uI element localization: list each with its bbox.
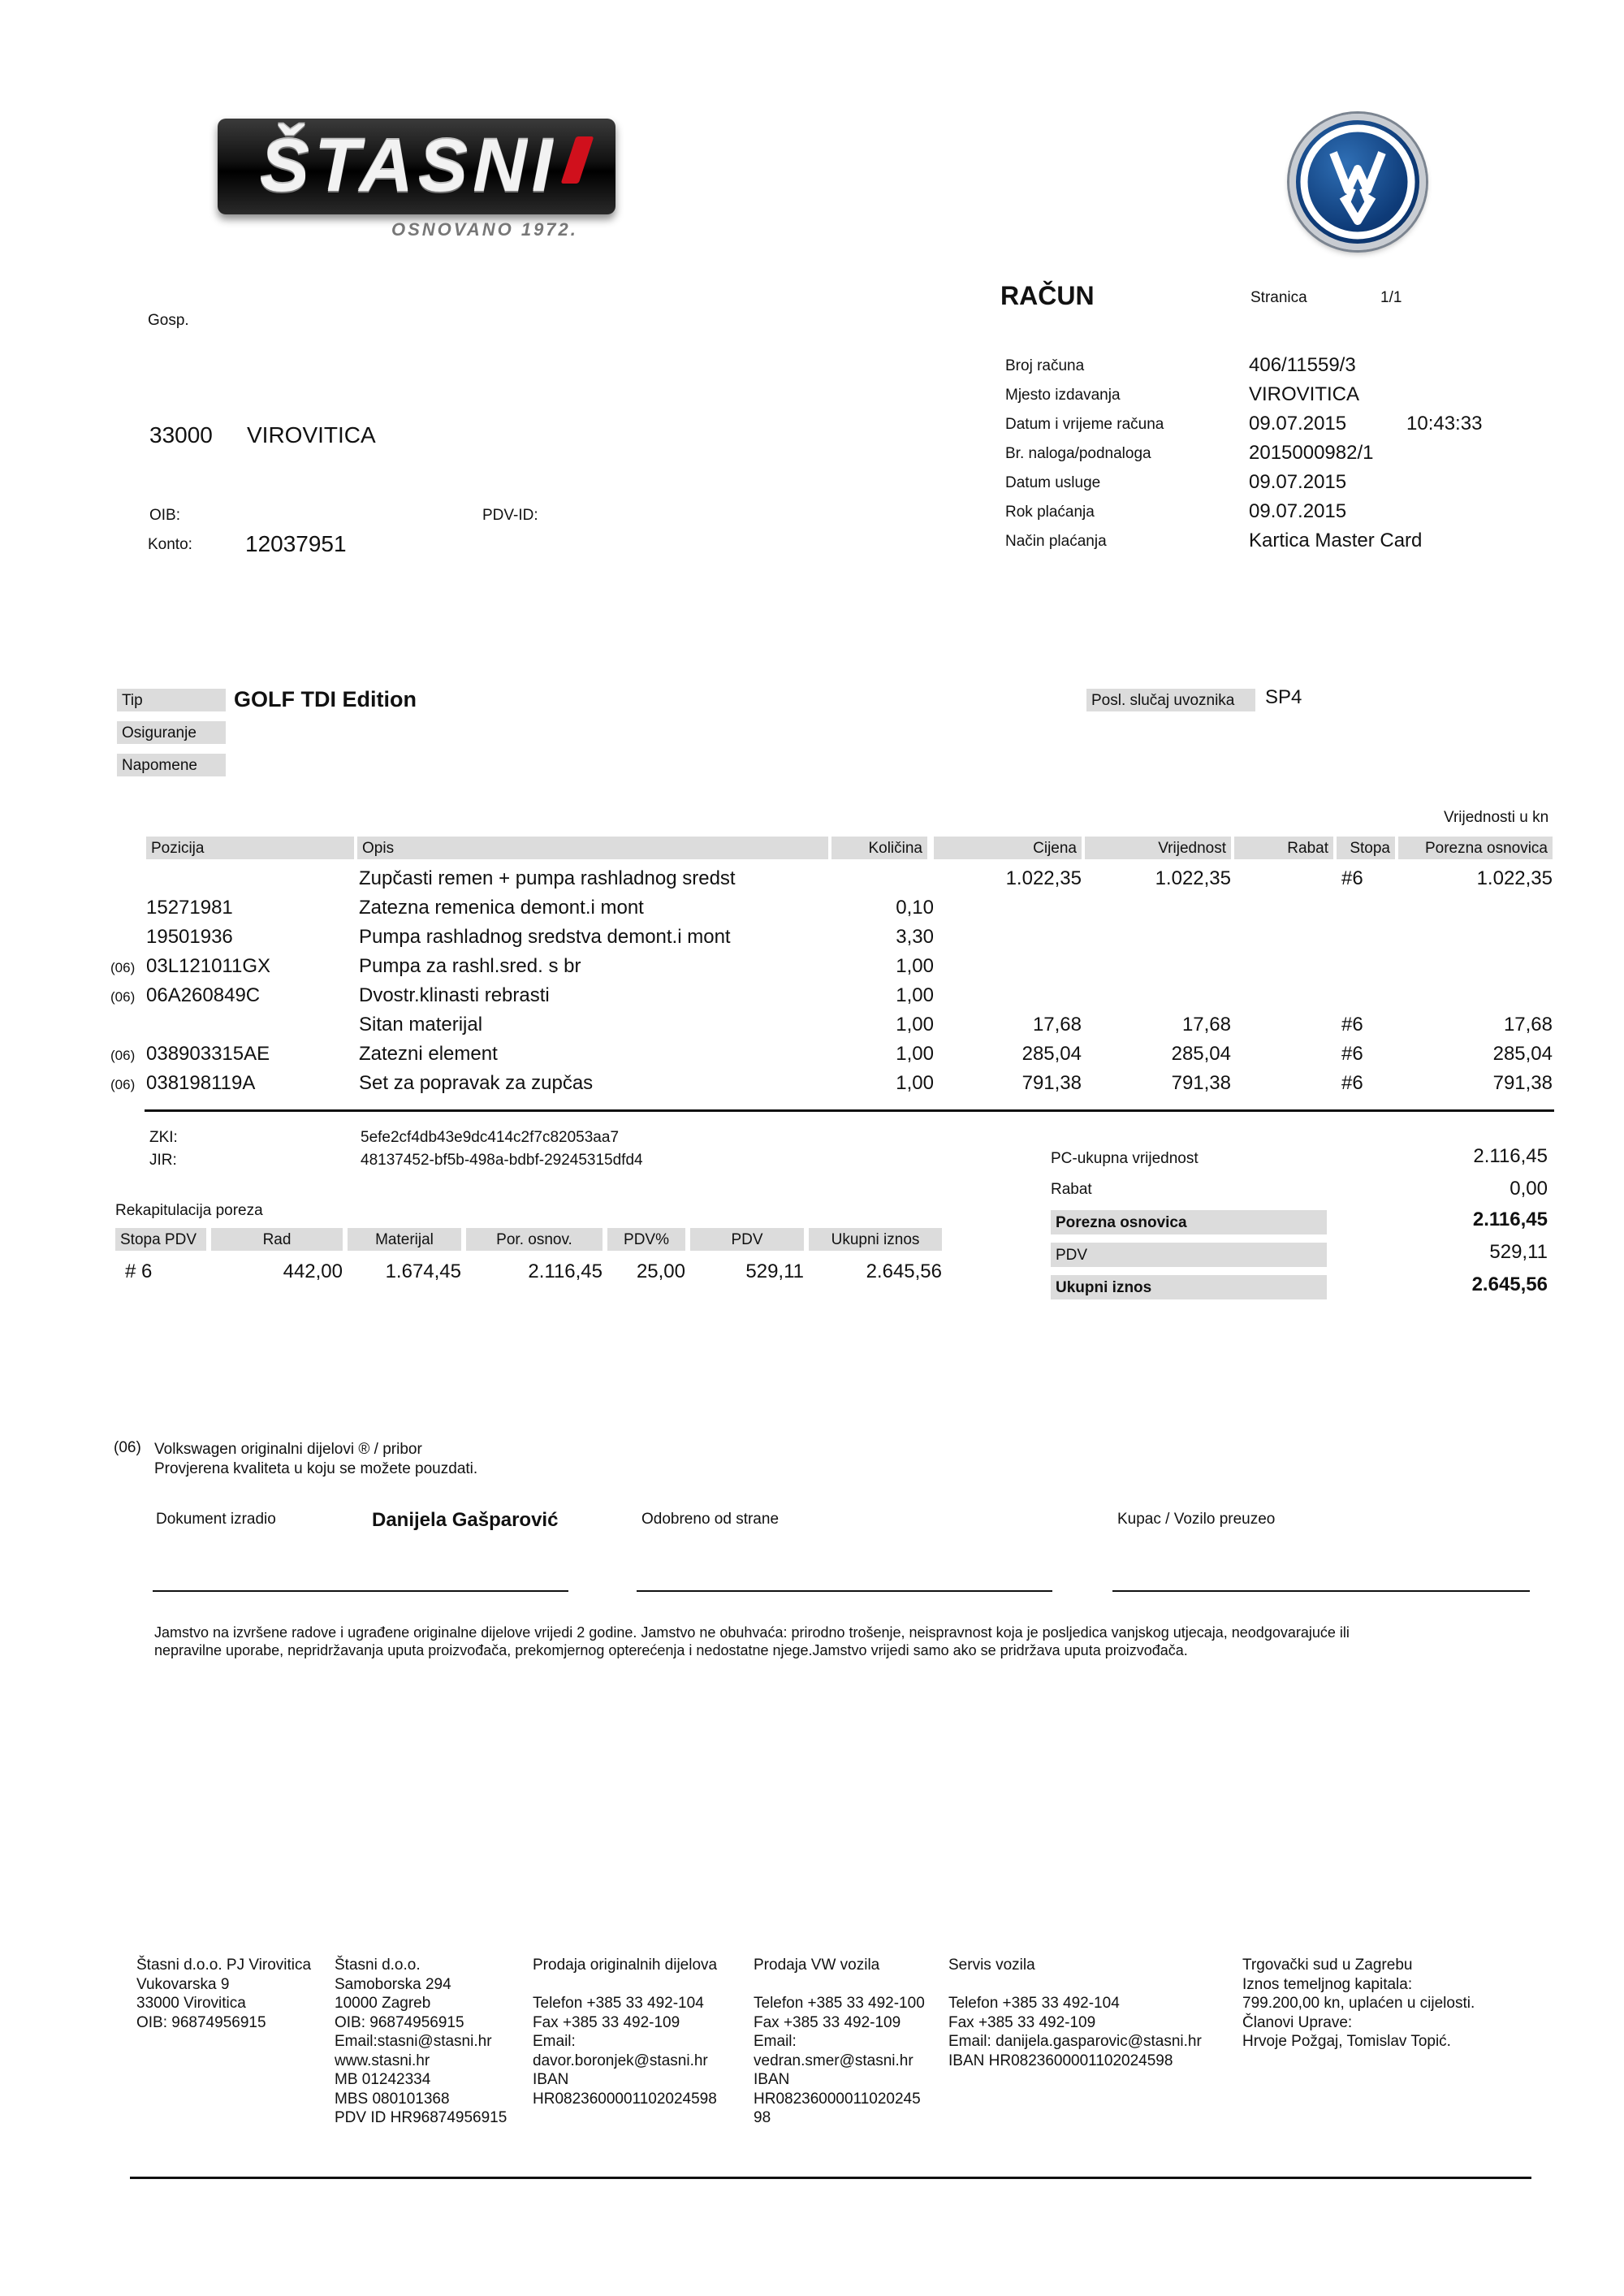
footer-line: HR0823600001102024598 [533, 2090, 717, 2108]
footer-line: Email: danijela.gasparovic@stasni.hr [948, 2033, 1202, 2050]
recap-col-ukupno: Ukupni iznos [809, 1228, 942, 1251]
footer-line: Prodaja originalnih dijelova [533, 1957, 718, 1974]
col-porezna: Porezna osnovica [1398, 837, 1553, 859]
field-value-rok: 09.07.2015 [1249, 500, 1347, 522]
footer-col-company [335, 1956, 507, 2128]
page-value: 1/1 [1380, 289, 1402, 306]
row-pozicija: 038903315AE [146, 1043, 270, 1065]
col-rabat: Rabat [1234, 837, 1333, 859]
notes-mark: (06) [114, 1439, 141, 1456]
footer-line: Servis vozila [948, 1957, 1035, 1974]
footer-line: Članovi Uprave: [1242, 2013, 1353, 2031]
row-pozicija: 15271981 [146, 897, 233, 919]
footer-line: Fax +385 33 492-109 [533, 2013, 680, 2031]
total-value-pdv: 529,11 [1489, 1241, 1548, 1263]
footer-line: Trgovački sud u Zagrebu [1242, 1957, 1413, 1974]
row-kolicina: 1,00 [896, 1043, 934, 1065]
row-porezna: 791,38 [1492, 1072, 1553, 1094]
posl-slucaj-value: SP4 [1265, 686, 1302, 708]
col-kolicina: Količina [831, 837, 927, 859]
field-value-nalog: 2015000982/1 [1249, 442, 1374, 464]
field-label-broj: Broj računa [1005, 357, 1085, 374]
napomene-label: Napomene [117, 754, 226, 776]
customer-salutation: Gosp. [148, 312, 189, 329]
customer-city: VIROVITICA [247, 422, 376, 448]
footer-line: 799.200,00 kn, uplaćen u cijelosti. [1242, 1995, 1475, 2012]
tip-value: GOLF TDI Edition [234, 687, 417, 711]
logo-tagline: OSNOVANO 1972. [391, 219, 578, 240]
footer-line: Fax +385 33 492-109 [948, 2013, 1096, 2031]
field-value-mjesto: VIROVITICA [1249, 383, 1360, 405]
recap-ukupno: 2.645,56 [866, 1260, 942, 1282]
recap-materijal: 1.674,45 [385, 1260, 461, 1282]
signature-line-approved [637, 1590, 1052, 1592]
footer-line: Iznos temeljnog kapitala: [1242, 1975, 1413, 1993]
row-pozicija: 06A260849C [146, 984, 261, 1006]
footer-line: Štasni d.o.o. [335, 1957, 421, 1974]
total-label-pc: PC-ukupna vrijednost [1051, 1150, 1199, 1167]
row-stopa: #6 [1341, 1014, 1363, 1036]
tip-label: Tip [117, 689, 226, 711]
footer-line: IBAN [533, 2071, 569, 2088]
footer-col-branch [136, 1956, 311, 2032]
row-mark: (06) [110, 989, 136, 1005]
field-label-datum: Datum i vrijeme računa [1005, 416, 1164, 433]
footer-line: davor.boronjek@stasni.hr [533, 2052, 708, 2069]
row-pozicija: 038198119A [146, 1072, 256, 1094]
footer-line: Telefon +385 33 492-104 [533, 1995, 704, 2012]
row-kolicina: 3,30 [896, 926, 934, 948]
field-label-nalog: Br. naloga/podnaloga [1005, 445, 1151, 462]
row-kolicina: 1,00 [896, 955, 934, 977]
footer-line [533, 1975, 717, 1995]
notes-line2: Provjerena kvaliteta u koju se možete pouzdati. [154, 1460, 478, 1477]
footer-line: 10000 Zagreb [335, 1995, 431, 2012]
row-kolicina: 1,00 [896, 1072, 934, 1094]
footer-line: Štasni d.o.o. PJ Virovitica [136, 1957, 312, 1974]
row-cijena: 285,04 [1021, 1043, 1082, 1065]
row-opis: Pumpa rashladnog sredstva demont.i mont [359, 926, 731, 948]
row-kolicina: 0,10 [896, 897, 934, 919]
footer-line: Fax +385 33 492-109 [754, 2013, 901, 2031]
field-value-vrijeme: 10:43:33 [1406, 413, 1483, 435]
col-stopa: Stopa [1337, 837, 1395, 859]
recap-title: Rekapitulacija poreza [115, 1202, 263, 1219]
footer-line: Hrvoje Požgaj, Tomislav Topić. [1242, 2033, 1451, 2050]
recap-stopa: # 6 [125, 1260, 153, 1282]
signature-line-buyer [1112, 1590, 1530, 1592]
zki-label: ZKI: [149, 1129, 178, 1146]
footer-line [948, 1975, 1202, 1995]
signature-approved-label: Odobreno od strane [641, 1511, 780, 1528]
jir-label: JIR: [149, 1152, 177, 1169]
row-mark: (06) [110, 1048, 136, 1063]
recap-col-stopa: Stopa PDV [115, 1228, 206, 1251]
row-opis: Dvostr.klinasti rebrasti [359, 984, 550, 1006]
row-porezna: 285,04 [1492, 1043, 1553, 1065]
row-porezna: 17,68 [1503, 1014, 1553, 1036]
col-pozicija: Pozicija [146, 837, 354, 859]
recap-poros: 2.116,45 [528, 1260, 603, 1282]
field-label-rok: Rok plaćanja [1005, 504, 1095, 521]
posl-slucaj-label: Posl. slučaj uvoznika [1086, 689, 1255, 711]
recap-pdv: 529,11 [745, 1260, 804, 1282]
customer-postal-code: 33000 [149, 422, 213, 448]
footer-line: MB 01242334 [335, 2071, 431, 2088]
footer-line: OIB: 96874956915 [335, 2013, 464, 2031]
footer-line: OIB: 96874956915 [136, 2013, 266, 2031]
jir-value: 48137452-bf5b-498a-bdbf-29245315dfd4 [361, 1152, 643, 1169]
row-mark: (06) [110, 960, 136, 975]
signature-line-made-by [153, 1590, 568, 1592]
footer-line: PDV ID HR96874956915 [335, 2109, 508, 2126]
total-value-porezna: 2.116,45 [1472, 1209, 1548, 1230]
page-label: Stranica [1250, 289, 1307, 306]
total-value-pc: 2.116,45 [1473, 1145, 1548, 1167]
row-vrijednost: 791,38 [1171, 1072, 1231, 1094]
recap-rad: 442,00 [283, 1260, 343, 1282]
currency-note: Vrijednosti u kn [1444, 809, 1549, 826]
footer-line: Samoborska 294 [335, 1975, 451, 1993]
row-kolicina: 1,00 [896, 984, 934, 1006]
footer-line: 98 [754, 2109, 771, 2126]
col-cijena: Cijena [934, 837, 1082, 859]
row-pozicija: 19501936 [146, 926, 233, 948]
total-value-ukupno: 2.645,56 [1471, 1273, 1548, 1295]
signature-buyer-label: Kupac / Vozilo preuzeo [1117, 1511, 1276, 1528]
footer-line: 33000 Virovitica [136, 1995, 246, 2012]
row-opis: Pumpa za rashl.sred. s br [359, 955, 581, 977]
footer-line: Email: [533, 2033, 576, 2050]
row-opis: Zatezni element [359, 1043, 498, 1065]
konto-value: 12037951 [245, 531, 347, 556]
row-vrijednost: 285,04 [1171, 1043, 1231, 1065]
row-stopa: #6 [1341, 1043, 1363, 1065]
field-label-nacin: Način plaćanja [1005, 533, 1107, 550]
row-stopa: #6 [1341, 1072, 1363, 1094]
invoice-title: RAČUN [1000, 281, 1095, 310]
row-cijena: 17,68 [1032, 1014, 1082, 1036]
row-kolicina: 1,00 [896, 1014, 934, 1036]
footer-line: Prodaja VW vozila [754, 1957, 880, 1974]
konto-label: Konto: [148, 536, 192, 553]
warranty-line1: Jamstvo na izvršene radove i ugrađene originalne dijelove vrijedi 2 godine. Jamstvo ne obuhvaća: prirodno trošenje, neispravnost koja je posljedica vanjskog utjecaja, neodgovarajuće ili [154, 1624, 1350, 1641]
recap-pdvpct: 25,00 [636, 1260, 685, 1282]
field-label-mjesto: Mjesto izdavanja [1005, 387, 1121, 404]
row-porezna: 1.022,35 [1476, 867, 1553, 889]
total-label-rabat: Rabat [1051, 1181, 1092, 1198]
footer-col-service [948, 1956, 1202, 2070]
row-opis: Sitan materijal [359, 1014, 483, 1036]
col-opis: Opis [357, 837, 828, 859]
notes-line1: Volkswagen originalni dijelovi ® / pribor [154, 1441, 422, 1458]
items-table-bottom-rule [145, 1109, 1554, 1112]
field-value-nacin: Kartica Master Card [1249, 530, 1423, 551]
recap-col-poros: Por. osnov. [466, 1228, 603, 1251]
warranty-line2: nepravilne uporabe, nepridržavanja uputa proizvođača, prekomjernog opterećenja i nedostatne njege.Jamstvo vrijedi samo ako se pridržava uputa proizvođača. [154, 1642, 1188, 1658]
footer-line: IBAN [754, 2071, 790, 2088]
recap-col-pdvpct: PDV% [607, 1228, 685, 1251]
row-vrijednost: 1.022,35 [1155, 867, 1231, 889]
total-label-porezna: Porezna osnovica [1051, 1210, 1327, 1234]
recap-col-materijal: Materijal [348, 1228, 461, 1251]
field-value-usluga: 09.07.2015 [1249, 471, 1347, 493]
footer-line [754, 1975, 925, 1995]
volkswagen-logo-icon [1289, 114, 1426, 250]
field-label-usluga: Datum usluge [1005, 474, 1101, 491]
row-cijena: 791,38 [1021, 1072, 1082, 1094]
footer-line: Telefon +385 33 492-104 [948, 1995, 1120, 2012]
total-label-ukupno: Ukupni iznos [1051, 1275, 1327, 1299]
footer-line: Vukovarska 9 [136, 1975, 230, 1993]
field-value-datum: 09.07.2015 [1249, 413, 1347, 435]
pdvid-label: PDV-ID: [482, 507, 538, 524]
footer-line: Email:stasni@stasni.hr [335, 2033, 492, 2050]
signature-made-by-label: Dokument izradio [156, 1511, 276, 1528]
row-mark: (06) [110, 1077, 136, 1092]
footer-col-court [1242, 1956, 1475, 2052]
footer-line: Email: [754, 2033, 797, 2050]
oib-label: OIB: [149, 507, 181, 524]
signature-made-by-name: Danijela Gašparović [372, 1509, 559, 1531]
field-value-broj: 406/11559/3 [1249, 354, 1356, 376]
footer-line: vedran.smer@stasni.hr [754, 2052, 914, 2069]
row-stopa: #6 [1341, 867, 1363, 889]
recap-col-pdv: PDV [690, 1228, 804, 1251]
stasni-logo-text: ŠTASNI [259, 124, 558, 207]
stasni-logo [218, 119, 615, 214]
col-vrijednost: Vrijednost [1085, 837, 1231, 859]
footer-col-parts [533, 1956, 717, 2108]
row-vrijednost: 17,68 [1181, 1014, 1231, 1036]
footer-line: www.stasni.hr [335, 2052, 430, 2069]
footer-line: Telefon +385 33 492-100 [754, 1995, 925, 2012]
row-opis: Zupčasti remen + pumpa rashladnog sredst [359, 867, 736, 889]
footer-line: HR08236000011020245 [754, 2090, 921, 2108]
footer-line: MBS 080101368 [335, 2090, 450, 2108]
footer-line: IBAN HR0823600001102024598 [948, 2052, 1173, 2069]
row-opis: Zatezna remenica demont.i mont [359, 897, 644, 919]
total-value-rabat: 0,00 [1510, 1178, 1548, 1200]
osiguranje-label: Osiguranje [117, 721, 226, 744]
row-cijena: 1.022,35 [1005, 867, 1082, 889]
footer-col-sales [754, 1956, 925, 2128]
row-pozicija: 03L121011GX [146, 955, 271, 977]
row-opis: Set za popravak za zupčas [359, 1072, 594, 1094]
recap-col-rad: Rad [211, 1228, 343, 1251]
total-label-pdv: PDV [1051, 1243, 1327, 1267]
zki-value: 5efe2cf4db43e9dc414c2f7c82053aa7 [361, 1129, 620, 1146]
footer-bottom-rule [130, 2177, 1531, 2179]
